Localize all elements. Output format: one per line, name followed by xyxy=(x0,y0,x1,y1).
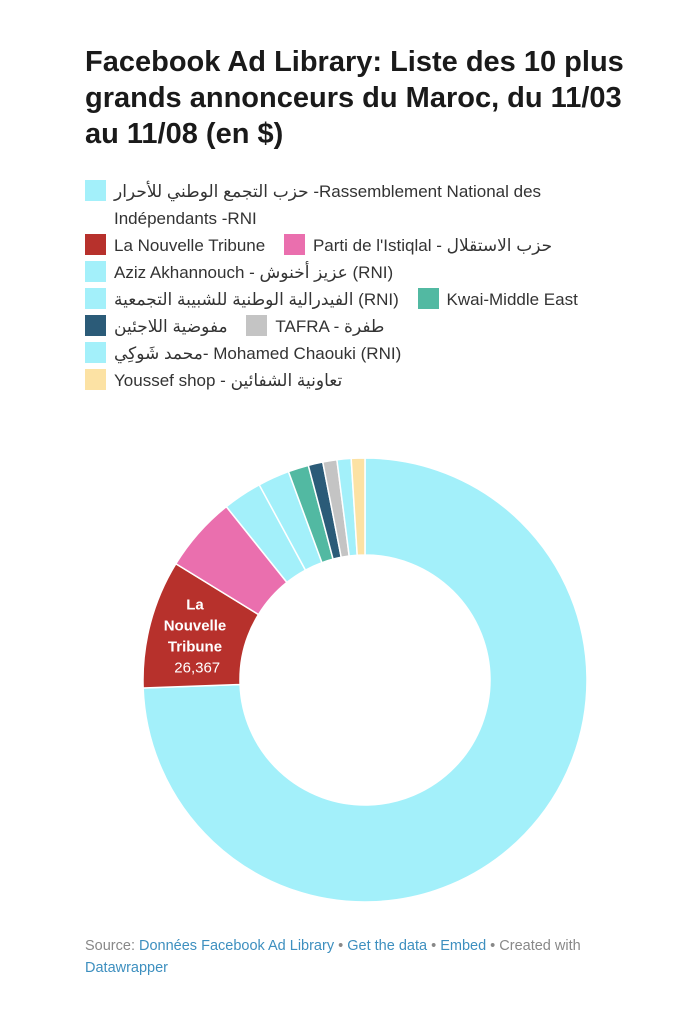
legend-swatch xyxy=(85,288,106,309)
legend-item-istiqlal xyxy=(284,232,552,259)
legend-label: La Nouvelle Tribune xyxy=(114,236,266,255)
legend-label: TAFRA - طفرة xyxy=(275,317,385,336)
slice-label-name-line: La xyxy=(186,596,204,614)
source-link[interactable]: Données Facebook Ad Library xyxy=(139,938,335,954)
donut-chart xyxy=(0,440,685,920)
legend-item-akhannouch xyxy=(85,259,393,286)
chart-title: Facebook Ad Library: Liste des 10 plus grands annonceurs du Maroc, du 11/03 au 11/08 (en $) xyxy=(85,46,624,150)
footer xyxy=(85,935,645,979)
slice-label-name-line: Nouvelle xyxy=(163,617,227,635)
legend-swatch xyxy=(85,261,106,282)
legend-swatch xyxy=(418,288,439,309)
legend-swatch xyxy=(85,315,106,336)
separator: • xyxy=(338,938,344,954)
donut-slices xyxy=(143,458,587,902)
legend-swatch xyxy=(85,180,106,201)
legend-swatch xyxy=(246,315,267,336)
legend-item-la-nouvelle-tribune xyxy=(85,232,265,259)
legend-label: Kwai-Middle East xyxy=(446,290,578,309)
slice-label-name-line: Tribune xyxy=(167,638,223,656)
legend-swatch xyxy=(284,234,305,255)
legend-label: مفوضية اللاجئين xyxy=(114,317,228,336)
embed-link[interactable]: Embed xyxy=(440,938,487,954)
separator: • xyxy=(431,938,437,954)
legend-label: محمد شَوكِي- Mohamed Chaouki (RNI) xyxy=(114,344,402,363)
slice-label-value: 26,367 xyxy=(174,659,221,677)
legend-item-federation xyxy=(85,286,399,313)
separator: • xyxy=(490,938,496,954)
get-the-data-link[interactable]: Get the data xyxy=(347,938,428,954)
legend-item-tafra xyxy=(246,313,384,340)
legend-label: Aziz Akhannouch - عزيز أخنوش (RNI) xyxy=(114,263,394,282)
created-with-text: Created with xyxy=(499,938,581,954)
legend-label: Parti de l'Istiqlal - حزب الاستقلال xyxy=(312,236,553,255)
legend-item-rni xyxy=(85,178,601,232)
legend-item-youssef-shop xyxy=(85,367,342,394)
datawrapper-link[interactable]: Datawrapper xyxy=(85,960,169,976)
legend-label: Youssef shop - تعاونية الشفائين xyxy=(114,371,343,390)
legend-label: الفيدرالية الوطنية للشبيبة التجمعية (RNI) xyxy=(114,290,399,309)
legend-swatch xyxy=(85,342,106,363)
legend-swatch xyxy=(85,369,106,390)
legend xyxy=(85,178,615,394)
legend-label: حزب التجمع الوطني للأحرار -Rassemblement National des Indépendants -RNI xyxy=(114,182,542,228)
legend-item-refugees xyxy=(85,313,228,340)
source-prefix: Source: xyxy=(85,938,135,954)
legend-item-kwai xyxy=(418,286,578,313)
legend-swatch xyxy=(85,234,106,255)
legend-item-chaouki xyxy=(85,340,401,367)
